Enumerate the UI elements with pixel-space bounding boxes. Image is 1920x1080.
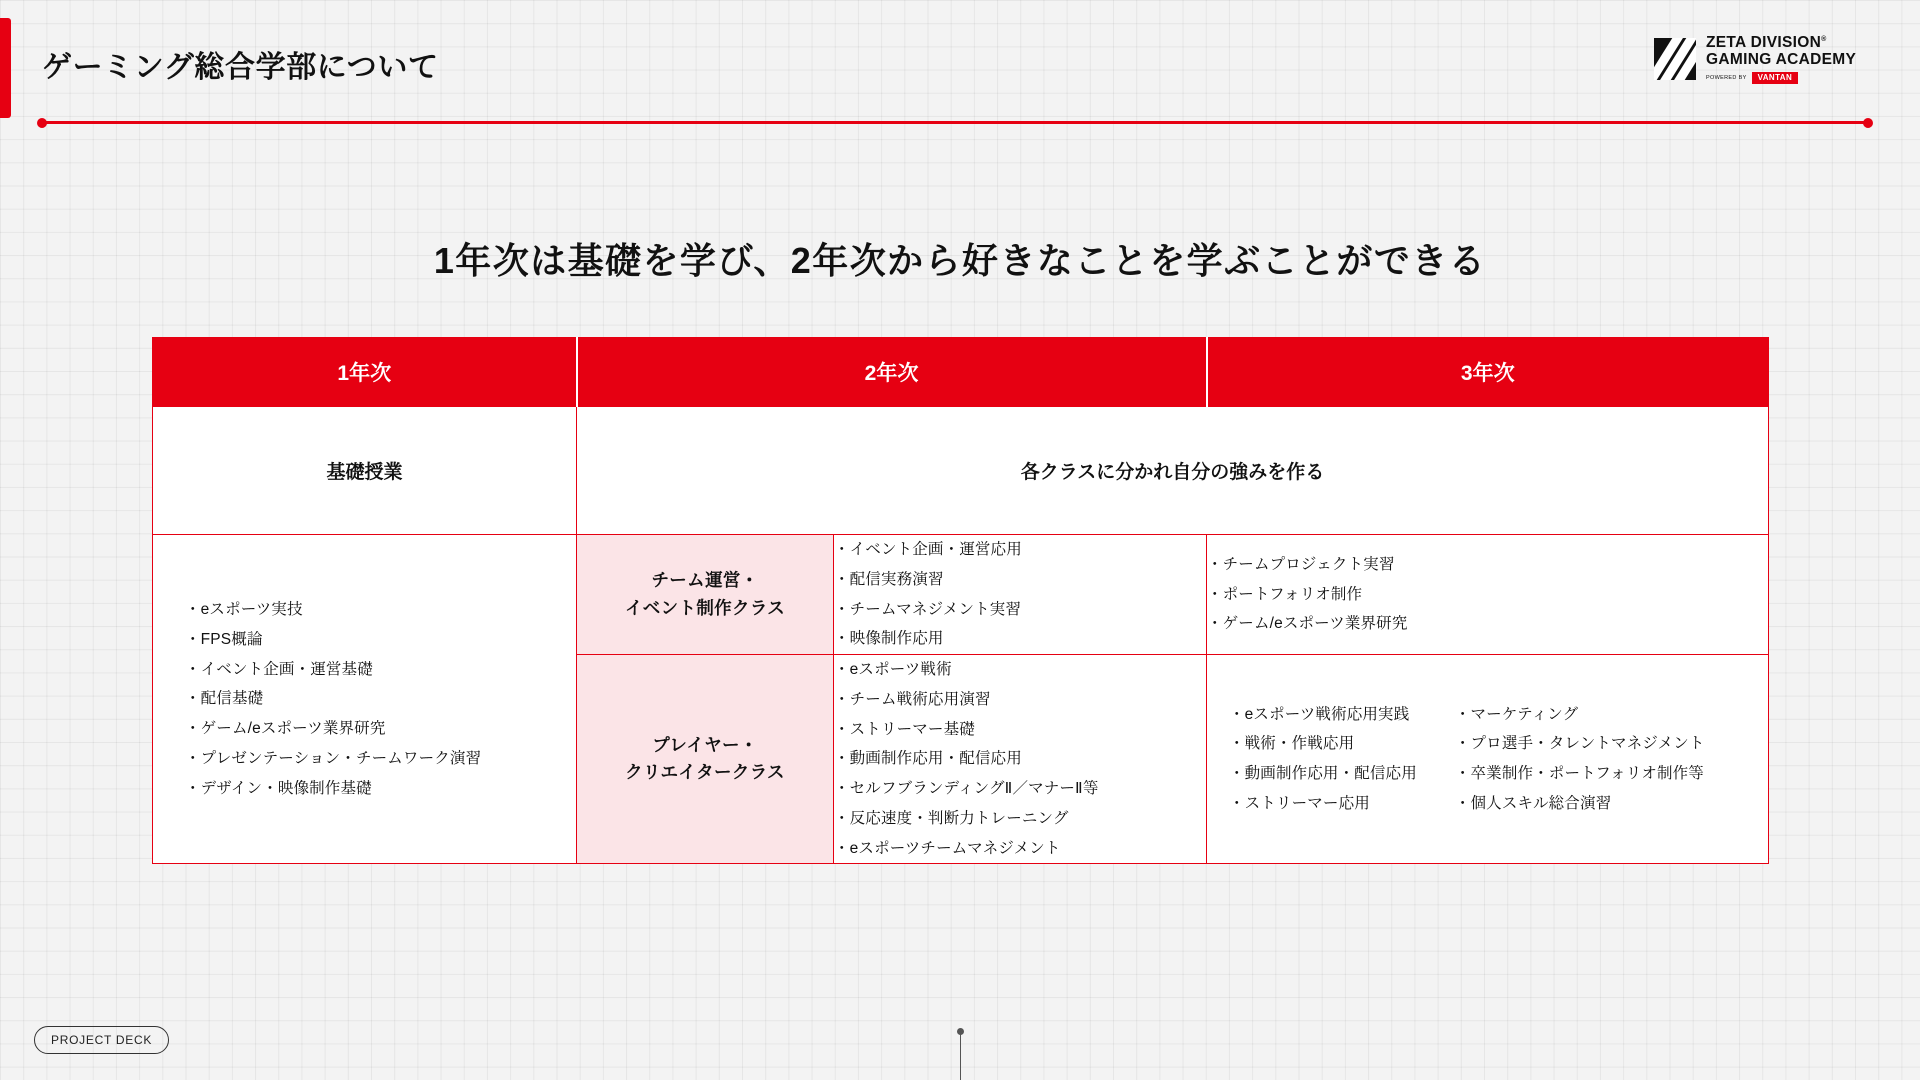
- header-accent-bar: [0, 18, 11, 118]
- vantan-badge: VANTAN: [1752, 72, 1799, 84]
- header-divider-line: [42, 121, 1868, 124]
- year2-course-list-team-event: [834, 535, 1207, 655]
- list-item: ・ ストリーマー応用: [1229, 789, 1417, 819]
- list-item: ・ 配信基礎: [185, 684, 576, 714]
- course-list: [834, 535, 1206, 654]
- logo-powered-by-label: POWERED BY: [1706, 75, 1747, 82]
- column-header-year1: 1年次: [153, 338, 577, 407]
- course-list-right: [1455, 700, 1705, 819]
- column-header-year3: 3年次: [1207, 338, 1769, 407]
- year3-course-list-team-event: [1207, 535, 1769, 655]
- list-item: ・ チームプロジェクト実習: [1207, 550, 1768, 580]
- list-item: ・ ゲーム/eスポーツ業界研究: [1207, 609, 1768, 639]
- class-name-player-creator: [577, 655, 834, 864]
- logo-powered-by-block: [1706, 72, 1856, 84]
- year2-course-list-player-creator: [834, 655, 1207, 864]
- brand-logo: [1654, 28, 1864, 90]
- list-item: ・ マーケティング: [1455, 700, 1705, 730]
- main-heading: 1年次は基礎を学び、2年次から好きなことを学ぶことができる: [433, 240, 1487, 281]
- list-item: ・ 動画制作応用・配信応用: [1229, 759, 1417, 789]
- list-item: ・ 個人スキル総合演習: [1455, 789, 1705, 819]
- footer-center-marker: [960, 1032, 961, 1080]
- list-item: ・ ゲーム/eスポーツ業界研究: [185, 714, 576, 744]
- list-item: ・ 映像制作応用: [834, 624, 1206, 654]
- list-item: ・ eスポーツチームマネジメント: [834, 834, 1206, 864]
- course-list-left: [1229, 700, 1417, 819]
- logo-line-2: GAMING ACADEMY: [1706, 51, 1857, 69]
- course-list: [1207, 550, 1768, 639]
- class-name-line-2: イベント制作クラス: [624, 597, 786, 618]
- list-item: ・ ストリーマー基礎: [834, 715, 1206, 745]
- table-row: [153, 535, 1769, 655]
- class-name-line-2: クリエイタークラス: [625, 762, 785, 783]
- summary-year1: 基礎授業: [153, 407, 577, 535]
- list-item: ・ 動画制作応用・配信応用: [834, 744, 1206, 774]
- list-item: ・ eスポーツ実技: [185, 595, 576, 625]
- logo-line-1: [1706, 34, 1856, 51]
- list-item: ・ チーム戦術応用演習: [834, 685, 1206, 715]
- list-item: ・ 配信実務演習: [834, 565, 1206, 595]
- logo-line-1-text: ZETA DIVISION: [1706, 33, 1822, 51]
- zeta-logo-icon: [1654, 38, 1696, 80]
- column-header-year2: 2年次: [577, 338, 1207, 407]
- list-item: ・ 反応速度・判断力トレーニング: [834, 804, 1206, 834]
- list-item: ・ チームマネジメント実習: [834, 595, 1206, 625]
- slide-header: [0, 0, 1920, 132]
- year1-course-list-cell: [153, 535, 577, 864]
- year3-two-column-layout: [1207, 682, 1768, 837]
- list-item: ・ eスポーツ戦術応用実践: [1229, 700, 1417, 730]
- list-item: ・ 卒業制作・ポートフォリオ制作等: [1455, 759, 1705, 789]
- course-list: [834, 655, 1206, 863]
- list-item: ・ デザイン・映像制作基礎: [185, 774, 576, 804]
- logo-text-block: [1706, 34, 1856, 85]
- list-item: ・ イベント企画・運営応用: [834, 535, 1206, 565]
- curriculum-table: [152, 337, 1769, 864]
- list-item: ・ eスポーツ戦術: [834, 655, 1206, 685]
- table-header-row: [153, 338, 1769, 407]
- list-item: ・ プロ選手・タレントマネジメント: [1455, 729, 1705, 759]
- table-summary-row: [153, 407, 1769, 535]
- list-item: ・ セルフブランディングⅡ／マナーⅡ等: [834, 774, 1206, 804]
- page-title: ゲーミング総合学部について: [42, 51, 439, 84]
- class-name-line-1: チーム運営・: [651, 570, 759, 591]
- summary-year2-3: 各クラスに分かれ自分の強みを作る: [577, 407, 1769, 535]
- class-name-line-1: プレイヤー・: [652, 735, 758, 755]
- registered-mark: ®: [1821, 35, 1827, 43]
- list-item: ・ プレゼンテーション・チームワーク演習: [185, 744, 576, 774]
- list-item: ・ FPS概論: [185, 625, 576, 655]
- list-item: ・ 戦術・作戦応用: [1229, 729, 1417, 759]
- curriculum-table-container: [152, 337, 1768, 864]
- class-name-team-event: [577, 535, 834, 655]
- list-item: ・ イベント企画・運営基礎: [185, 655, 576, 685]
- year1-course-list: [185, 595, 576, 803]
- footer-project-deck-tag: PROJECT DECK: [34, 1026, 169, 1054]
- list-item: ・ ポートフォリオ制作: [1207, 580, 1768, 610]
- year3-course-list-player-creator: [1207, 655, 1769, 864]
